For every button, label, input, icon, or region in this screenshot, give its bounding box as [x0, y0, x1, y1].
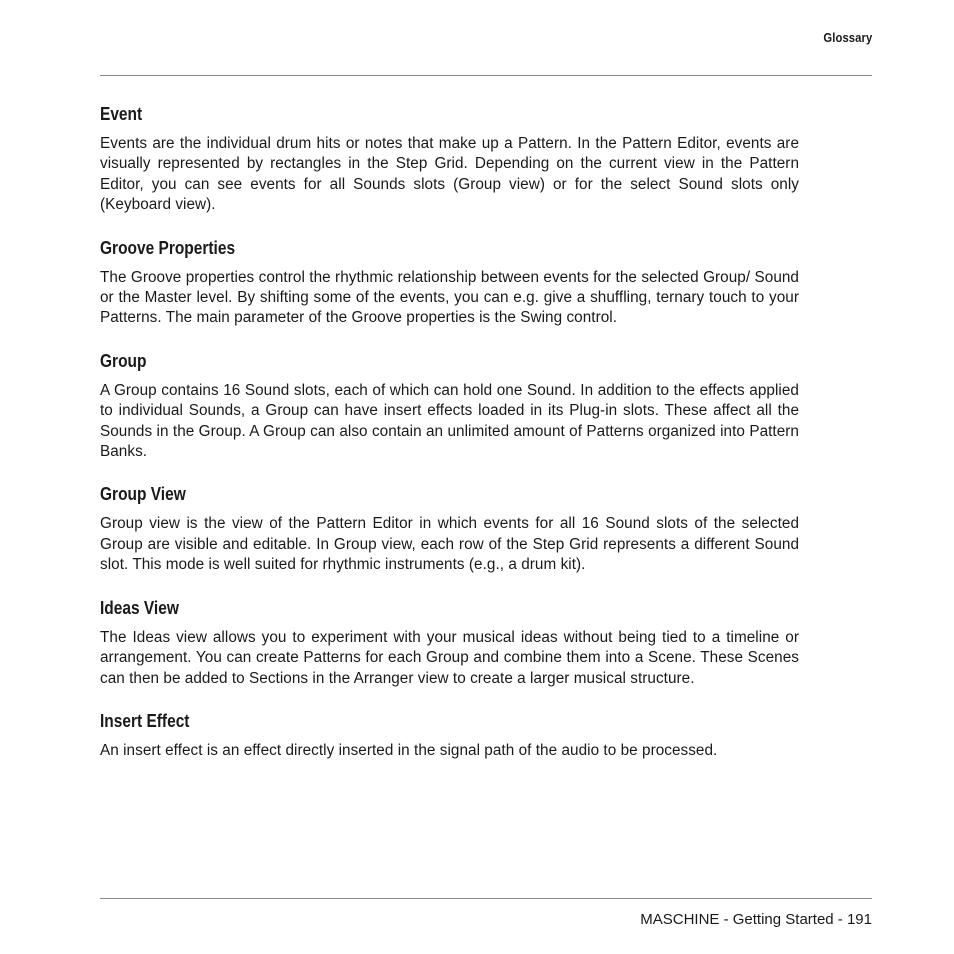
entry-term: Insert Effect — [100, 710, 190, 731]
entry-term: Event — [100, 104, 143, 124]
glossary-entry-insert-effect — [100, 710, 799, 761]
running-header: Glossary — [823, 31, 872, 45]
glossary-entry-groove-properties — [100, 237, 799, 329]
entry-definition: An insert effect is an effect directly inserted in the signal path of the audio to be processed. — [100, 741, 718, 759]
entry-definition: Events are the individual drum hits or notes that make up a Pattern. In the Pattern Editor, events are visually represented by rectangles in the Step Grid. Depending on the current view in the Pattern Editor, you can see events for all Sounds slots (Group view) or for the select Sound slots only (Keyboard view). — [100, 135, 799, 214]
glossary-entry-group — [100, 350, 799, 463]
entry-definition: The Groove properties control the rhythmic relationship between events for the selected Group/ Sound or the Master level. By shifting some of the events, you can e.g. give a shuffling, ternary touch to your Patterns. The main parameter of the Groove properties is the Swing control. — [100, 268, 799, 327]
entry-term: Ideas View — [100, 597, 179, 618]
glossary-entry-group-view — [100, 483, 799, 575]
entry-definition: The Ideas view allows you to experiment with your musical ideas without being tied to a timeline or arrangement. You can create Patterns for each Group and combine them into a Scene. These Scenes can then be added to Sections in the Arranger view to create a larger musical structure. — [100, 628, 799, 687]
entry-term: Group — [100, 350, 147, 371]
glossary-content — [100, 103, 799, 761]
glossary-entry-ideas-view — [100, 597, 799, 689]
footer-rule — [100, 898, 872, 899]
page-footer: MASCHINE - Getting Started - 191 — [640, 911, 872, 928]
entry-definition: A Group contains 16 Sound slots, each of which can hold one Sound. In addition to the effects applied to individual Sounds, a Group can have insert effects loaded in its Plug-in slots. These affect all the Sounds in the Group. A Group can also contain an unlimited amount of Patterns organized into Pattern Banks. — [100, 381, 799, 461]
entry-term: Group View — [100, 484, 186, 505]
entry-term: Groove Properties — [100, 237, 236, 258]
glossary-entry-event — [100, 103, 799, 216]
entry-definition: Group view is the view of the Pattern Editor in which events for all 16 Sound slots of the selected Group are visible and editable. In Group view, each row of the Step Grid represents a different Sound slot. This mode is well suited for rhythmic instruments (e.g., a drum kit). — [100, 515, 799, 574]
header-rule — [100, 75, 872, 76]
